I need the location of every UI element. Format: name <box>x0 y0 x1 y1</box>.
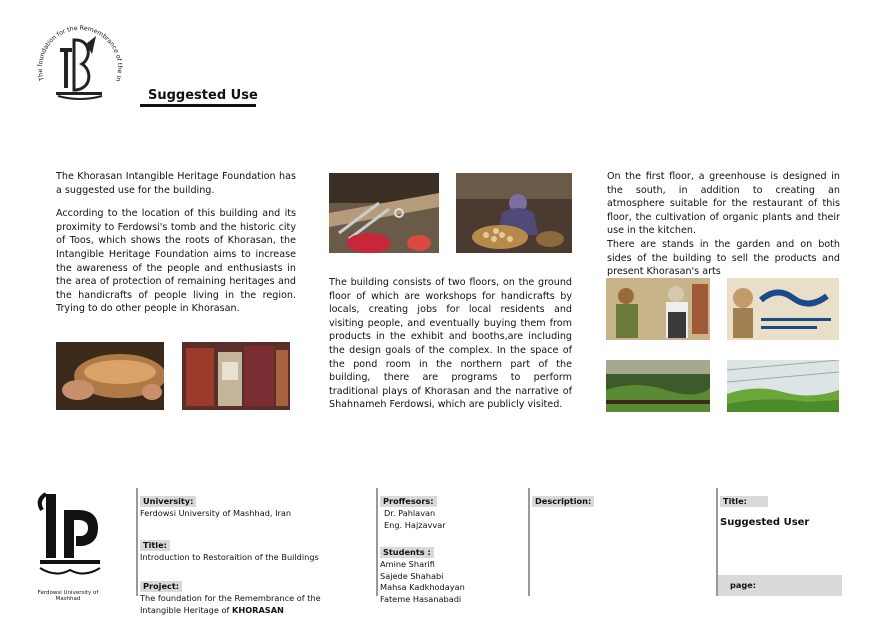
university-label: University: <box>140 496 196 507</box>
logo-arc-text: The foundation for the Remembrance of the In <box>36 24 124 83</box>
text-column-2 <box>329 276 572 422</box>
professor-name: Dr. Pahlavan <box>384 508 436 518</box>
university-logo <box>26 488 110 600</box>
photo-greenhouse-1 <box>606 360 710 412</box>
photo-shahnameh-poster <box>727 278 839 340</box>
student-name: Amine Sharifi <box>380 559 435 569</box>
photo-storyteller-painting <box>606 278 710 340</box>
sheet-title-block <box>720 489 842 528</box>
sheet-title-label: Title: <box>720 496 768 507</box>
paragraph: On the first floor, a greenhouse is designed in the south, in addition to creating an atmosphere suitable for the restaurant of this floor, the cultivation of organic plants and their use in the kitchen. <box>607 171 840 237</box>
university-logo-caption: Ferdowsi University of Mashhad <box>37 590 99 602</box>
project-value-emphasis: KHORASAN <box>232 604 284 615</box>
student-name: Mahsa Kadkhodayan <box>380 582 465 592</box>
foundation-logo <box>30 10 130 110</box>
course-title-value: Introduction to Restoraition of the Buildings <box>140 551 319 562</box>
project-value-line2 <box>140 605 365 617</box>
paragraph: There are stands in the garden and on both sides of the building to sell the products and present Khorasan's arts <box>607 238 840 278</box>
photo-weaving-tools <box>329 173 439 253</box>
photo-cooking-woman <box>456 173 572 253</box>
student-name: Fateme Hasanabadi <box>380 593 462 604</box>
project-value-line1: The foundation for the Remembrance of the <box>140 593 321 603</box>
photo-wood-carving <box>56 342 164 410</box>
student-name: Sajede Shahabi <box>380 570 444 581</box>
page-label: page: <box>730 580 757 590</box>
students-label: Students : <box>380 547 434 558</box>
sheet-title-value: Suggested User <box>720 517 810 528</box>
professor-name: Eng. Hajzavvar <box>384 519 446 530</box>
divider <box>136 488 138 596</box>
project-label: Project: <box>140 581 182 592</box>
section-title-underline <box>140 104 256 107</box>
description-block <box>532 489 594 508</box>
paragraph: According to the location of this building and its proximity to Ferdowsi's tomb and the historic city of Toos, which shows the roots of Khorasan, the Intangible Heritage Foundation aims to increase the awareness of the people and enthusiasts in the area of protection of remaining heritages and the handicrafts of people living in the region. Trying to do other people in Khorasan. <box>56 208 296 315</box>
paragraph: The Khorasan Intangible Heritage Foundation has a suggested use for the building. <box>56 171 296 196</box>
photo-greenhouse-2 <box>727 360 839 412</box>
paragraph: The building consists of two floors, on the ground floor of which are workshops for handicrafts by locals, creating jobs for local residents and visiting people, and eventually buying them from products in the exhibit and booths,are including the design goals of the complex. In the space of the pond room in the northern part of the building, there are programs to perform traditional plays of Khorasan and the narrative of Shahnameh Ferdowsi, which are publicly visited. <box>329 277 572 411</box>
svg-text:The foundation for the Remembr <box>30 10 123 82</box>
professors-label: Proffesors: <box>380 496 437 507</box>
description-label: Description: <box>532 496 594 507</box>
people-block <box>380 489 520 605</box>
text-column-3 <box>607 170 840 289</box>
divider <box>528 488 530 596</box>
section-title: Suggested Use <box>148 88 258 103</box>
course-title-label: Title: <box>140 540 170 551</box>
project-value-text: Intangible Heritage of <box>140 604 232 615</box>
photo-carpet-stall <box>182 342 290 410</box>
project-info-block <box>140 489 365 616</box>
divider <box>376 488 378 596</box>
text-column-1 <box>56 170 296 326</box>
university-value: Ferdowsi University of Mashhad, Iran <box>140 508 292 518</box>
